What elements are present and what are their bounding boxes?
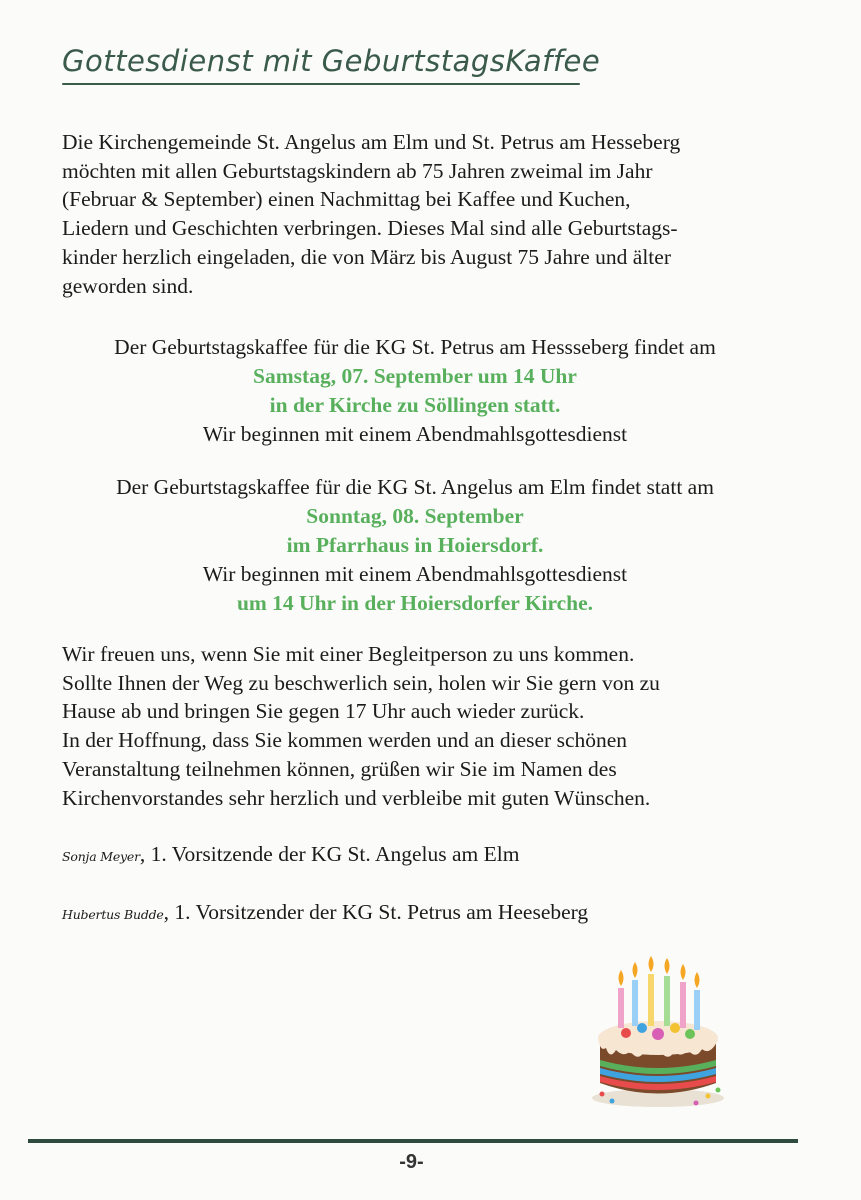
closing-line: Kirchenvorstandes sehr herzlich und verbleibe mit guten Wünschen. — [62, 785, 651, 810]
signature-line-2 — [62, 898, 588, 929]
signature-title: , 1. Vorsitzende der KG St. Angelus am Elm — [139, 842, 520, 866]
event-petrus-block — [40, 333, 790, 449]
closing-line: Wir freuen uns, wenn Sie mit einer Begleitperson zu uns kommen. — [62, 642, 635, 666]
intro-paragraph — [62, 128, 782, 300]
footer-rule — [28, 1139, 798, 1143]
page-number: -9- — [399, 1151, 424, 1173]
page-heading: Gottesdienst mit GeburtstagsKaffee — [62, 44, 601, 78]
intro-line: geworden sind. — [62, 273, 194, 298]
event-angelus-intro: Der Geburtstagskaffee für die KG St. Angelus am Elm findet statt am — [116, 475, 714, 499]
signature-title: , 1. Vorsitzender der KG St. Petrus am Heeseberg — [163, 900, 589, 924]
event-angelus-service: Wir beginnen mit einem Abendmahlsgottesdienst — [202, 562, 628, 586]
event-angelus-date: Sonntag, 08. September — [306, 504, 524, 528]
closing-paragraph — [62, 640, 782, 812]
birthday-cake-icon — [578, 948, 738, 1108]
closing-line: Sollte Ihnen der Weg zu beschwerlich sein, holen wir Sie gern von zu — [62, 670, 660, 695]
intro-line: kinder herzlich eingeladen, die von März bis August 75 Jahre und älter — [62, 244, 671, 269]
event-angelus-place: im Pfarrhaus in Hoiersdorf. — [286, 533, 544, 557]
closing-line: In der Hoffnung, dass Sie kommen werden und an dieser schönen — [62, 728, 628, 753]
closing-line: Hause ab und bringen Sie gegen 17 Uhr auch wieder zurück. — [62, 699, 585, 724]
intro-line: (Februar & September) einen Nachmittag bei Kaffee und Kuchen, — [62, 187, 631, 212]
signature-name: Hubertus Budde — [62, 907, 164, 922]
signature-line-1 — [62, 840, 519, 871]
event-angelus-block — [40, 473, 790, 618]
closing-line: Veranstaltung teilnehmen können, grüßen wir Sie im Namen des — [62, 756, 617, 781]
intro-line: möchten mit allen Geburtstagskindern ab 75 Jahren zweimal im Jahr — [62, 158, 653, 183]
heading-underline — [62, 83, 580, 85]
event-petrus-service: Wir beginnen mit einem Abendmahlsgottesdienst — [202, 422, 628, 446]
event-petrus-place: in der Kirche zu Söllingen statt. — [269, 393, 561, 417]
intro-line: Liedern und Geschichten verbringen. Dieses Mal sind alle Geburtstags- — [62, 216, 678, 241]
intro-line: Die Kirchengemeinde St. Angelus am Elm und St. Petrus am Hesseberg — [62, 130, 681, 154]
signature-name: Sonja Meyer — [62, 849, 140, 864]
event-angelus-time-place: um 14 Uhr in der Hoiersdorfer Kirche. — [236, 591, 594, 615]
event-petrus-date: Samstag, 07. September um 14 Uhr — [253, 364, 577, 388]
event-petrus-intro: Der Geburtstagskaffee für die KG St. Petrus am Hessseberg findet am — [114, 335, 716, 359]
